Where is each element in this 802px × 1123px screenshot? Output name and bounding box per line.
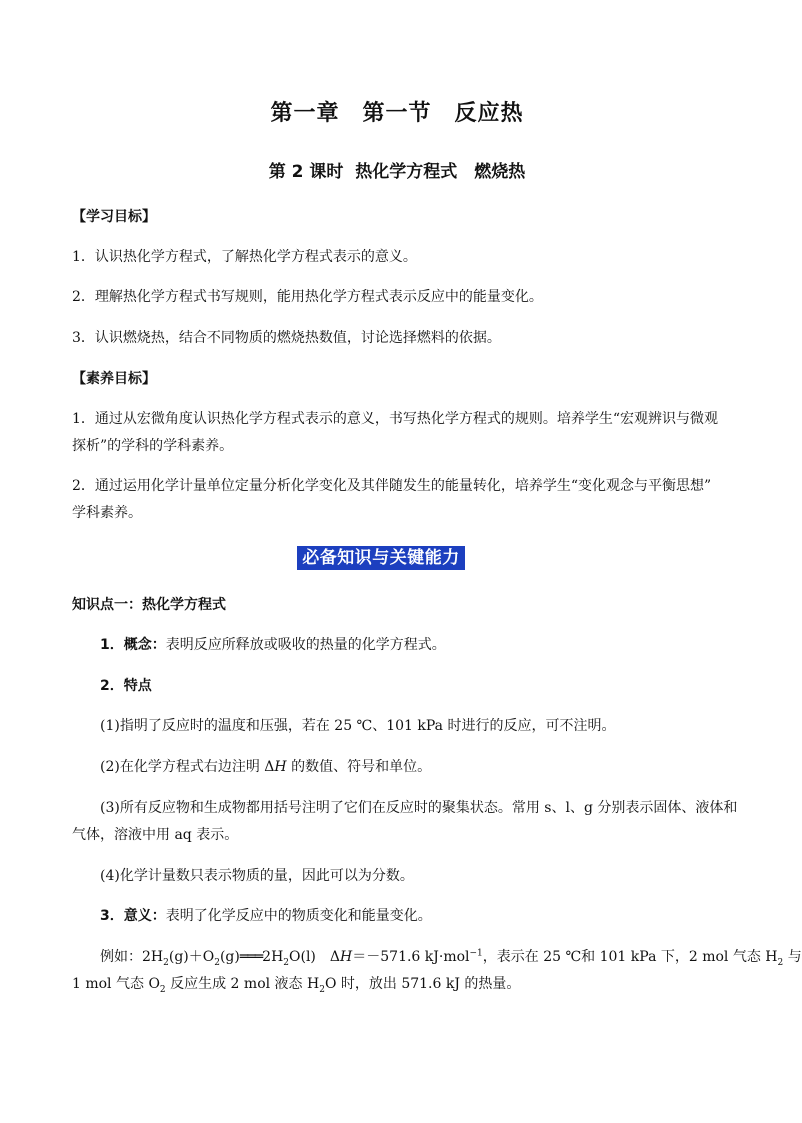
- learning-goal-item: 2．理解热化学方程式书写规则，能用热化学方程式表示反应中的能量变化。: [72, 289, 543, 305]
- meaning-label: 3．意义：: [100, 908, 166, 924]
- equation: [142, 949, 316, 968]
- example-explanation: O 时，放出 571.6 kJ 的热量。: [324, 976, 521, 992]
- equation-term: 2H: [262, 949, 284, 965]
- concept-paragraph: [100, 635, 446, 655]
- equation-term: (g): [219, 949, 240, 965]
- example-explanation: ，表示在 25 ℃和 101 kPa 下，2 mol 气态 H: [482, 949, 778, 965]
- feature-2-post: 的数值、符号和单位。: [286, 759, 432, 775]
- literacy-goal-item-1-line-1: 1．通过从宏微角度认识热化学方程式表示的意义，书写热化学方程式的规则。培养学生“宏观辨识与微观: [72, 411, 719, 427]
- equation-term: 2H: [142, 949, 164, 965]
- section-banner: 必备知识与关键能力: [297, 546, 465, 570]
- subscript: 2: [283, 957, 290, 968]
- feature-2-pre: (2)在化学方程式右边注明 Δ: [100, 759, 275, 775]
- equation-term: (g)＋O: [168, 949, 215, 965]
- learning-goal-item: 1．认识热化学方程式，了解热化学方程式表示的意义。: [72, 249, 417, 265]
- superscript: −1: [469, 948, 483, 959]
- concept-text: 表明反应所释放或吸收的热量的化学方程式。: [165, 637, 446, 653]
- learning-goal-item: 3．认识燃烧热，结合不同物质的燃烧热数值，讨论选择燃料的依据。: [72, 330, 501, 346]
- delta-h-symbol: H: [274, 759, 287, 775]
- page-title: 第一章 第一节 反应热: [270, 101, 524, 126]
- example-line-1: [100, 947, 802, 967]
- example-explanation: 1 mol 气态 O: [72, 976, 160, 992]
- literacy-goals-heading: 【素养目标】: [72, 371, 156, 387]
- equation-arrow: ═══: [239, 949, 263, 965]
- feature-item-3-line-1: (3)所有反应物和生成物都用括号注明了它们在反应时的聚集状态。常用 s、l、g 分别表示固体、液体和: [100, 800, 738, 816]
- example-line-2: [72, 974, 520, 994]
- example-explanation: 与: [783, 949, 802, 965]
- feature-item-1: (1)指明了反应时的温度和压强，若在 25 ℃、101 kPa 时进行的反应，可不注明。: [100, 718, 616, 734]
- feature-item-2: [100, 757, 431, 777]
- subscript: 2: [777, 957, 784, 968]
- meaning-text: 表明了化学反应中的物质变化和能量变化。: [165, 908, 432, 924]
- literacy-goal-item-2-line-1: 2．通过运用化学计量单位定量分析化学变化及其伴随发生的能量转化，培养学生“变化观念与平衡思想”: [72, 478, 712, 494]
- enthalpy-value: ＝－571.6 kJ·mol: [352, 949, 470, 965]
- knowledge-point-heading: 知识点一：热化学方程式: [72, 597, 226, 613]
- lesson-subtitle: 第 2 课时 热化学方程式 燃烧热: [268, 162, 526, 182]
- delta-h-symbol: H: [340, 949, 353, 965]
- literacy-goal-item-2-line-2: 学科素养。: [72, 505, 142, 521]
- concept-label: 1．概念：: [100, 637, 166, 653]
- subscript: 2: [163, 957, 169, 968]
- example-prefix: 例如：: [100, 949, 142, 965]
- feature-item-4: (4)化学计量数只表示物质的量，因此可以为分数。: [100, 868, 414, 884]
- delta-prefix: Δ: [315, 949, 341, 965]
- feature-item-3-line-2: 气体，溶液中用 aq 表示。: [72, 827, 239, 843]
- subscript: 2: [159, 984, 166, 995]
- learning-goals-heading: 【学习目标】: [72, 209, 156, 225]
- meaning-paragraph: [100, 906, 432, 926]
- subscript: 2: [319, 984, 325, 995]
- equation-term: O(l): [289, 949, 316, 965]
- features-label: 2．特点: [100, 678, 152, 694]
- literacy-goal-item-1-line-2: 探析”的学科的学科素养。: [72, 438, 234, 454]
- example-explanation: 反应生成 2 mol 液态 H: [165, 976, 320, 992]
- subscript: 2: [214, 957, 220, 968]
